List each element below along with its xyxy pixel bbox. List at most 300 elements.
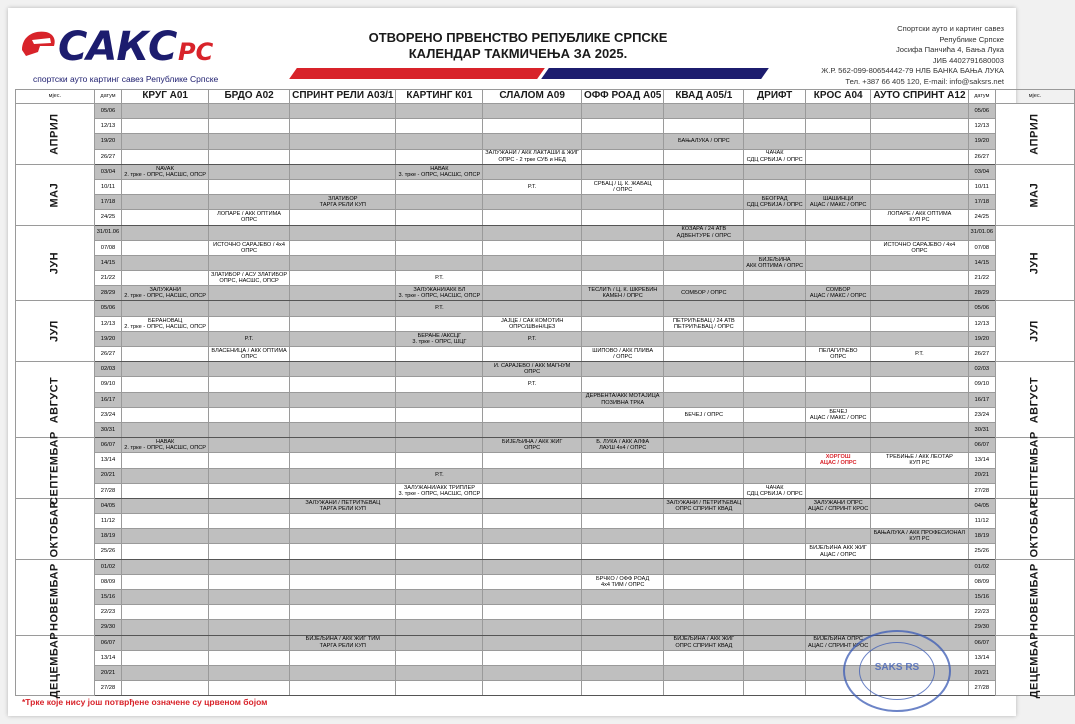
event-cell [209,271,290,286]
date-cell-right: 27/28 [968,483,996,498]
event-cell [806,422,871,437]
event-cell [209,377,290,392]
month-name: АВГУСТ [48,376,61,423]
date-cell: 19/20 [94,134,122,149]
date-cell: 13/14 [94,650,122,665]
event-cell [290,255,396,270]
event-cell [744,498,806,513]
event-cell [396,164,483,179]
event-cell [209,134,290,149]
event-cell [744,529,806,544]
event-cell [396,347,483,362]
date-cell: 18/19 [94,529,122,544]
event-cell [871,453,968,468]
event-cell [209,104,290,119]
event-cell [483,301,582,316]
date-cell-right: 07/08 [968,240,996,255]
event-cell [122,179,209,194]
event-cell [209,164,290,179]
header-col: КРУГ А01 [122,90,209,104]
event-cell [122,286,209,301]
event-cell [290,316,396,331]
event-line: ТРЕБИЊЕ / АКК ЛЕОТАР [885,454,953,461]
header-col: СЛАЛОМ А09 [483,90,582,104]
month-label [16,225,95,301]
event-line: ДЕРВЕНТА/АКК МОТАЈИЦА [585,393,660,400]
event-cell [290,483,396,498]
event-cell [122,590,209,605]
event-cell [209,286,290,301]
event-cell [744,574,806,589]
date-cell-right: 17/18 [968,195,996,210]
event-cell [806,149,871,164]
footnote: *Трке које нису још потврђене означене су црвеном бојом [22,697,268,707]
month-name-right: МАЈ [1028,182,1041,207]
month-name: ОКТОБАР [48,500,61,558]
event-cell [806,255,871,270]
event-cell [806,301,871,316]
event-cell [664,164,744,179]
event-cell [290,468,396,483]
event-cell [664,483,744,498]
event-line: АЦАС / СПРИНТ КРОС [808,505,869,512]
event-cell [122,407,209,422]
event-cell [664,240,744,255]
event-line: ТАРГА РЕЛИ КУП [319,505,366,512]
event-cell [744,620,806,635]
event-cell [396,179,483,194]
event-cell [483,392,582,407]
event-line: 4x4 ТИМ / ОПРС [600,581,645,588]
event-cell [396,331,483,346]
event-cell [581,104,663,119]
event-cell [806,559,871,574]
date-cell-right: 05/06 [968,104,996,119]
event-cell [122,620,209,635]
table-row [16,104,1075,119]
event-cell [664,650,744,665]
event-cell [744,347,806,362]
event-cell [483,650,582,665]
event-cell [290,650,396,665]
event-cell [483,255,582,270]
month-name: ДЕЦЕМБАР [48,632,61,699]
event-cell [396,210,483,225]
event-cell [581,529,663,544]
event-cell [806,498,871,513]
event-cell [871,301,968,316]
event-line: ИСТОЧНО САРАЈЕВО / 4x4 [883,241,956,248]
event-line: ПЕТРИЋЕВАЦ / 24 АТВ [672,317,735,324]
event-cell [806,195,871,210]
event-cell [290,422,396,437]
date-cell: 05/06 [94,104,122,119]
event-cell [744,392,806,407]
date-cell-right: 31/01.06 [968,225,996,240]
date-cell: 19/20 [94,331,122,346]
event-cell [664,286,744,301]
event-cell [744,483,806,498]
event-cell [581,620,663,635]
event-line: БЕОГРАД [761,196,788,203]
event-cell [122,104,209,119]
date-cell: 09/10 [94,377,122,392]
event-line: ЗАЛУЖАНИ [149,287,181,294]
blue-stripe [541,68,769,79]
event-cell [581,635,663,650]
event-cell [871,240,968,255]
event-cell [290,514,396,529]
event-cell [122,240,209,255]
event-cell [483,271,582,286]
org-name: Спортски ауто и картинг савез [897,24,1004,33]
event-cell [871,119,968,134]
header-date-right: датум [968,90,996,104]
logo-subtitle: спортски ауто картинг савез Републике Српске [33,74,219,84]
event-cell [122,665,209,680]
month-label [16,431,95,505]
date-cell: 27/28 [94,681,122,696]
helmet-icon [18,26,58,66]
event-cell [122,498,209,513]
date-cell: 17/18 [94,195,122,210]
event-cell [396,514,483,529]
month-name-right: ЈУЛ [1028,320,1041,343]
event-cell [664,453,744,468]
event-cell [483,498,582,513]
table-row [16,164,1075,179]
date-cell: 06/07 [94,438,122,453]
event-cell [871,134,968,149]
date-cell: 23/24 [94,407,122,422]
event-line: ОПРС [911,247,928,254]
table-row [16,392,1075,407]
table-row [16,438,1075,453]
event-cell [396,544,483,559]
event-cell [483,620,582,635]
event-cell [871,255,968,270]
event-cell [209,331,290,346]
event-cell [483,331,582,346]
event-line: АЦАС / СПРИНТ КРОС [808,642,869,649]
event-cell [290,377,396,392]
event-cell [744,362,806,377]
event-cell [396,498,483,513]
event-line: ПЕТРИЋЕВАЦ / ОПРС [674,323,734,330]
date-cell: 06/07 [94,635,122,650]
event-cell [396,240,483,255]
month-name: МАЈ [48,182,61,207]
event-cell [122,514,209,529]
table-row [16,529,1075,544]
event-cell [581,377,663,392]
event-line: 2. трке - ОПРС, НАСШС, ОПСР [124,323,207,330]
event-line: ЗАЛУЖАНИ / ПЕТРИЋЕВАЦ [666,499,742,506]
table-row [16,331,1075,346]
event-cell [664,362,744,377]
event-line: НАВАК [156,439,175,446]
event-line: ОПРС, НАСШС, ОПСР [219,278,279,285]
event-cell [396,149,483,164]
event-line: / ОПРС [613,187,633,194]
event-cell [664,301,744,316]
event-line: ТАРГА РЕЛИ КУП [319,202,366,209]
event-cell [122,681,209,696]
date-cell-right: 13/14 [968,453,996,468]
event-line: И. САРАЈЕВО / АКК МАГНУМ [493,363,571,370]
event-line: БИЈЕЉИНА / АКК ЖИГ [501,439,563,446]
event-line: КУП РС [909,460,930,467]
event-cell [396,316,483,331]
event-cell [209,559,290,574]
event-cell [209,407,290,422]
event-cell [396,529,483,544]
date-cell-right: 10/11 [968,179,996,194]
month-label-right [996,431,1075,505]
header-col: БРДО А02 [209,90,290,104]
event-cell [209,681,290,696]
event-cell [290,134,396,149]
event-cell [396,422,483,437]
event-cell [396,665,483,680]
logo-suffix: РС [178,38,214,66]
table-row [16,483,1075,498]
table-row [16,301,1075,316]
header-col: ОФФ РОАД А05 [581,90,663,104]
event-cell [871,483,968,498]
event-cell [581,331,663,346]
event-cell [871,498,968,513]
event-cell [871,331,968,346]
table-row [16,574,1075,589]
event-cell [871,316,968,331]
month-name-right: ЈУН [1028,251,1041,275]
event-cell [122,468,209,483]
event-cell [483,665,582,680]
event-cell [290,210,396,225]
date-cell-right: 20/21 [968,665,996,680]
table-row [16,407,1075,422]
date-cell-right: 05/06 [968,301,996,316]
event-cell [290,286,396,301]
saks-stamp [843,630,951,712]
month-name: СЕПТЕМБАР [48,431,61,505]
event-cell [290,574,396,589]
event-line: Р.Т. [435,275,444,282]
event-line: ВЛАСЕНИЦА / АКК ОПТИМА [211,347,287,354]
event-line: ЗЛАТИБОР [328,196,358,203]
event-cell [871,271,968,286]
table-row [16,605,1075,620]
date-cell-right: 19/20 [968,331,996,346]
event-cell [664,149,744,164]
month-name: НОВЕМБАР [48,563,61,631]
event-line: ОПРС [241,354,258,361]
event-cell [871,544,968,559]
event-cell [483,438,582,453]
event-cell [483,240,582,255]
event-cell [664,590,744,605]
header-col: ДРИФТ [744,90,806,104]
event-line: ПЕЛАГИЋЕВО [818,347,858,354]
event-cell [396,574,483,589]
event-cell [581,210,663,225]
table-row [16,240,1075,255]
table-row [16,468,1075,483]
event-line: ТАРГА РЕЛИ КУП [319,642,366,649]
event-cell [871,179,968,194]
event-cell [581,119,663,134]
table-row [16,271,1075,286]
event-cell [806,316,871,331]
month-label-right [996,362,1075,438]
event-cell [581,149,663,164]
event-cell [122,422,209,437]
event-cell [290,149,396,164]
event-cell [664,422,744,437]
event-cell [664,347,744,362]
table-row [16,149,1075,164]
event-line: КУП РС [909,217,930,224]
table-row [16,347,1075,362]
event-cell [664,529,744,544]
event-cell [664,681,744,696]
event-cell [581,574,663,589]
event-cell [290,104,396,119]
header-col: КРОС А04 [806,90,871,104]
red-stripe [289,68,545,79]
event-cell [122,635,209,650]
event-cell [290,665,396,680]
event-cell [122,164,209,179]
event-line: КАМЕН / ОПРС [602,293,643,300]
event-line: БИЈЕЉИНА ОПРС [813,636,863,643]
event-line: ЛАУШ 4x4 / ОПРС [599,445,647,452]
event-cell [581,362,663,377]
event-line: ОПРС [524,445,541,452]
event-cell [209,590,290,605]
event-cell [396,301,483,316]
event-cell [581,179,663,194]
date-cell: 05/06 [94,301,122,316]
table-row [16,225,1075,240]
event-cell [122,271,209,286]
month-name-right: НОВЕМБАР [1028,563,1041,631]
event-cell [483,149,582,164]
event-cell [483,225,582,240]
event-line: ОПРС [241,217,258,224]
date-cell-right: 26/27 [968,149,996,164]
date-cell-right: 30/31 [968,422,996,437]
event-cell [744,301,806,316]
event-cell [483,422,582,437]
event-line: ОПРС СПРИНТ КВАД [675,642,733,649]
event-cell [806,347,871,362]
event-cell [806,438,871,453]
event-cell [744,210,806,225]
event-cell [396,134,483,149]
date-cell: 30/31 [94,422,122,437]
event-cell [744,119,806,134]
event-cell [290,164,396,179]
event-cell [483,210,582,225]
event-cell [871,514,968,529]
event-line: БИЈЕЉИНА / АКК ЖИГ ТИМ [305,636,380,643]
logo-brand: САКС [58,24,177,70]
date-cell: 28/29 [94,286,122,301]
event-line: НАВАК [430,165,449,172]
date-cell-right: 08/09 [968,574,996,589]
date-cell-right: 15/16 [968,590,996,605]
date-cell: 14/15 [94,255,122,270]
event-cell [664,620,744,635]
date-cell: 20/21 [94,468,122,483]
date-cell-right: 29/30 [968,620,996,635]
event-line: БЕРАНОВАЦ [148,317,183,324]
event-cell [581,225,663,240]
event-cell [209,468,290,483]
event-cell [122,392,209,407]
event-line: БИЈЕЉИНА АКК ЖИГ [809,545,867,552]
month-label [16,164,95,225]
event-cell [290,240,396,255]
event-line: ЗАЛУЖАНИ ОПРС [813,499,863,506]
event-cell [396,635,483,650]
date-cell-right: 06/07 [968,635,996,650]
event-cell [871,195,968,210]
event-cell [209,316,290,331]
event-cell [744,635,806,650]
event-cell [122,483,209,498]
event-cell [122,453,209,468]
month-name: ЈУЛ [48,320,61,343]
table-row [16,559,1075,574]
event-cell [483,635,582,650]
event-cell [664,377,744,392]
event-cell [806,362,871,377]
header-col: АУТО СПРИНТ А12 [871,90,968,104]
event-cell [581,590,663,605]
event-cell [209,665,290,680]
date-cell-right: 22/23 [968,605,996,620]
event-line: БАЊАЛУКА / ОПРС [677,138,730,145]
event-cell [871,559,968,574]
event-cell [806,240,871,255]
event-cell [744,164,806,179]
event-cell [581,195,663,210]
date-cell: 03/04 [94,164,122,179]
event-cell [806,590,871,605]
event-line: ЗАЛУЖАНИ / ПЕТРИЋЕВАЦ [305,499,381,506]
event-cell [290,195,396,210]
event-line: ШАШИНЦИ [823,196,854,203]
event-cell [290,635,396,650]
event-line: ХОРГОШ [825,454,851,461]
event-cell [806,271,871,286]
event-line: ЧАЧАК [765,484,784,491]
event-cell [744,559,806,574]
event-cell [209,195,290,210]
event-cell [744,271,806,286]
event-cell [581,301,663,316]
event-cell [806,620,871,635]
event-cell [290,544,396,559]
month-name-right: СЕПТЕМБАР [1028,431,1041,505]
event-cell [483,559,582,574]
event-line: АДВЕНТУРЕ / ОПРС [676,232,732,239]
event-cell [290,392,396,407]
event-cell [581,422,663,437]
